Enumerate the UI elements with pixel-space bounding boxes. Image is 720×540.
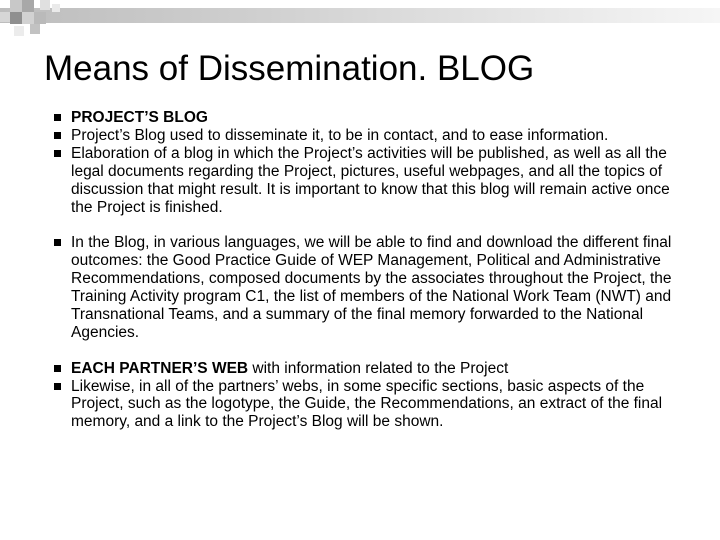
bullet-blog-outcomes — [54, 234, 681, 341]
bullet-partner-webs-details — [54, 378, 681, 432]
bullet-partner-web — [54, 360, 681, 378]
square-bullet-icon — [54, 239, 61, 246]
square-bullet-icon — [54, 365, 61, 372]
square-bullet-icon — [54, 132, 61, 139]
square-bullet-icon — [54, 150, 61, 157]
bullet-blog-elaboration — [54, 145, 681, 217]
bullet-text: Likewise, in all of the partners’ webs, in some specific sections, basic aspects of the Project, such as the logotype, the Guide, the Recommendations, an extract of the final memory, and a link to the Project’s Blog will be shown. — [71, 377, 663, 431]
spacer — [54, 342, 694, 360]
header-band — [0, 8, 720, 23]
square-bullet-icon — [54, 383, 61, 390]
bullet-bold-text: EACH PARTNER’S WEB — [71, 359, 249, 377]
header-decoration — [0, 0, 720, 40]
bullet-text: with information related to the Project — [248, 359, 509, 377]
bullet-project-blog — [54, 109, 681, 127]
bullet-bold-text: PROJECT’S BLOG — [71, 109, 208, 126]
spacer — [54, 216, 694, 234]
square-bullet-icon — [54, 114, 61, 121]
bullet-text: In the Blog, in various languages, we will be able to find and download the different final outcomes: the Good Practice Guide of WEP Management, Political and Administrative Recommendations, composed documents by the associates throughout the Project, the Training Activity program C1, the list of members of the National Work Team (NWT) and Transnational Teams, and a summary of the final memory forwarded to the National Agencies. — [71, 234, 672, 341]
slide-content — [54, 109, 694, 431]
bullet-blog-purpose — [54, 127, 681, 145]
bullet-text: Project’s Blog used to disseminate it, to be in contact, and to ease information. — [71, 126, 609, 144]
bullet-text: Elaboration of a blog in which the Project’s activities will be published, as well as all the legal documents regarding the Project, pictures, useful webpages, and all the topics of discussion that might result. It is important to know that this blog will remain active once the Project is finished. — [71, 144, 670, 216]
page-title: Means of Dissemination. BLOG — [44, 49, 535, 88]
